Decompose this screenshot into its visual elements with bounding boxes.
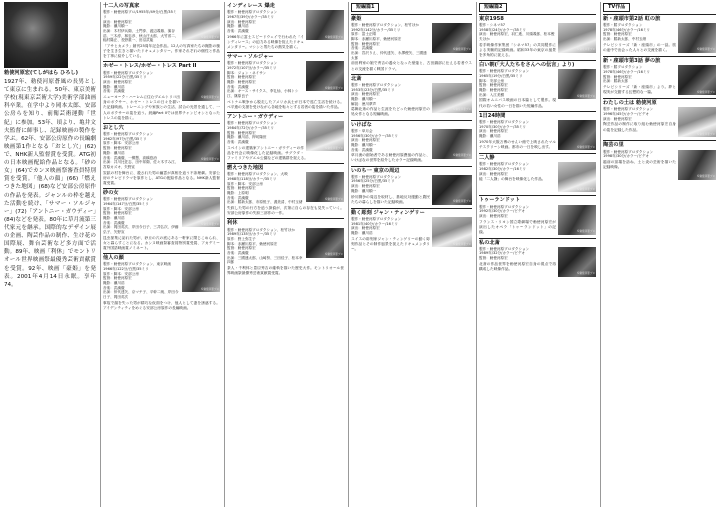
film-credits: 製作・勅使河原プロダクション、大映 1968年/118分/カラー/35ミリ 原作・脚本：安部公房 監督：勅使河原宏 撮影：上原明 音楽：武満徹 出演：勝新太郎、市原悦子、渥美清、中村玉緒 (227, 172, 303, 205)
film-still-image (558, 205, 596, 235)
film-entry (227, 112, 344, 161)
film-synopsis: 炭鉱の村を舞台に、殺された男の幽霊が真相を追う不条理劇。安部公房のテレビドラマを原作とし、ATGの配給作品となる。NHK新人監督賞受賞。 (103, 170, 220, 185)
photo-credit: ©勅使河原プロ (576, 48, 595, 52)
photo-credit: ©勅使河原プロ (576, 272, 595, 276)
film-still-image (306, 61, 344, 91)
film-synopsis: 1966年に富士スピードウェイで行われた「インディレース」の迫力ある映像を捉えたドキュメンタリー。マシンと男たちの熱気を描く。 (227, 34, 304, 49)
film-credits: 製作・勅使河原プロダクション 1981年/40分/カラー/16ミリ 演出：勅使河原宏 撮影：瀬川浩 (351, 217, 402, 236)
film-title: いのち一 東京の周辺 (351, 167, 400, 174)
film-title: 私の北斎 (479, 239, 500, 246)
photo-credit: ©勅使河原プロ (200, 222, 219, 226)
film-still-image (182, 10, 220, 40)
film-synopsis: 砂川闘争の周辺を取材し、基地反対運動と農民たちの暮らしを描いた記録映画。 (351, 194, 430, 204)
film-synopsis: テレビシリーズ「新・座頭市」の一話。旅の途中で出会った人々との交流を描く。 (603, 42, 676, 52)
section-header: 短編篇1 (351, 3, 379, 12)
photo-credit: ©勅使河原プロ (324, 35, 343, 39)
column-2 (100, 2, 222, 507)
film-title: インディレース 爆走 (227, 3, 275, 9)
film-credits: 製作・勅使河原プロダクション、松竹ほか 1989年/135分/カラー/35ミリ 原作：野上弥生子 脚本：赤瀬川原平、勅使河原宏 監督：勅使河原宏 音楽：武満徹 出演：三國連太郎、山崎努、三田佳子、松本幸四郎 (227, 227, 303, 265)
film-entry (479, 153, 596, 193)
film-title: サマー・ソルジャー (227, 54, 274, 61)
film-synopsis: フランス・リヨン国立歌劇場で勅使河原宏が演出したオペラ「トゥーランドット」の記録。 (479, 219, 556, 234)
film-title: 陶芸の里 (603, 142, 624, 149)
film-entry (351, 74, 472, 118)
film-credits: 製作・勅使河原プロダクション 1965年/19分/白黒/35ミリ 脚本：安部公房 監督：勅使河原宏 撮影：勅使河原宏 出演：入江美樹 (479, 69, 530, 97)
column-bio (2, 2, 98, 507)
film-title: 十二人の写真家 (103, 3, 140, 9)
film-credits: 製作・草月会 1956年/30分/カラー/35ミリ 演出：勅使河原宏 撮影：瀬川順一 音楽：武満徹 (351, 128, 399, 152)
film-title: アントニー・ガウディー (227, 114, 284, 121)
film-synopsis: スペインの建築家アントニー・ガウディーの作品を丹念に映像化した記録映画。サグラダ・ファミリアやグエル公園などの建築群を捉える。 (227, 145, 308, 160)
film-credits: 製作・勅使河原プロダクション 1972年/107分/カラー/35ミリ 脚本：ジョン・ネイサン 監督：勅使河原宏 撮影：勅使河原宏 音楽：武満徹 出演：キース・サイクス、李礼仙、小林トシ江、篠原良子 (227, 61, 299, 99)
film-entry (227, 52, 344, 110)
film-credits: 製作・勅使河原プロダクション 1992年/30分/カラー/ビデオ 演出：勅使河原宏 (479, 204, 530, 218)
film-entry (351, 208, 472, 252)
film-title: 東京1958 (479, 15, 504, 22)
film-entry (103, 61, 220, 120)
film-credits: 製作・勝プロダクション 1978年/46分/カラー/16ミリ 監督：勅使河原宏 出演：勝新太郎、中村玉緒 (603, 22, 651, 41)
bio-name: 勅使河原宏(てしがはら ひろし) (4, 70, 78, 76)
film-synopsis: 越前の窯場を訪ね、土と炎の芸術を描いた記録映像。 (603, 160, 676, 170)
film-entry (603, 56, 716, 96)
photo-credit: ©勅使河原プロ (324, 146, 343, 150)
film-synopsis: テレビシリーズ「新・座頭市」より。夢と現実が交錯する幻想的な一篇。 (603, 84, 676, 95)
film-credits: 製作・シネマ57 1958年/24分/カラー/35ミリ 演出：勅使河原宏、羽仁進、川頭義郎、松本俊夫ほか (479, 22, 555, 41)
photo-credit: ©勅使河原プロ (324, 86, 343, 90)
film-entry (103, 123, 220, 186)
photo-credit: ©勅使河原プロ (696, 48, 715, 52)
film-credits: 製作・勝プロダクション 1978年/46分/カラー/16ミリ 監督：勅使河原宏 出演：勝新太郎 (603, 65, 651, 84)
film-credits: 製作・勅使河原プロダクション 1989年/32分/カラー/ビデオ 監督：勅使河原宏 (479, 246, 530, 261)
film-entry (227, 163, 344, 216)
director-portrait (4, 2, 68, 68)
film-entry (351, 120, 472, 164)
film-still-image (306, 10, 344, 40)
film-title: 他人の顔 (103, 255, 124, 262)
film-synopsis: 陶芸作品の制作に取り組む勅使河原宏自身の姿を記録した作品。 (603, 122, 676, 132)
film-title: 豪姫 (351, 15, 362, 22)
film-credits: 製作・勅使河原プロダクション 1998年/30分/カラー/ビデオ (603, 149, 654, 159)
column-3 (224, 2, 346, 507)
film-title: 1日24時間 (479, 112, 506, 119)
film-synopsis: スイスの彫刻家ジャン・ティンゲリーの動く彫刻作品とその制作風景を捉えたドキュメンタリー。 (351, 236, 430, 252)
film-still-image (432, 83, 472, 113)
film-entry (103, 188, 220, 251)
photo-credit: ©勅使河原プロ (200, 35, 219, 39)
photo-credit: ©勅使河原プロ (200, 96, 219, 100)
film-credits: 製作・勅使河原プロダクション 1964年/147分/白黒/35ミリ 原作・脚本：安部公房 監督：勅使河原宏 撮影：瀬川浩 音楽：武満徹 出演：岡田英次、岸田今日子、三井弘次、伊藤弘子、矢野宣 (103, 197, 179, 234)
photo-credit: ©勅使河原プロ (576, 145, 595, 149)
film-synopsis: ニューヨーク・ハーレムに住むプエルトリコ出身のボクサー、ホゼー・トレスの日々を描いた記録映画。トレーニングや家族との生活、試合の光景を通して、一人のボクサーの姿を追う。続編Part IIでは世界チャンピオンとなったトレスの姿を描く。 (103, 95, 220, 120)
film-entry (479, 60, 596, 109)
film-credits: 製作・勅使河原プロダクション 1962年/97分/白黒/35ミリ 原作・脚本：安部公房 監督：勅使河原宏 撮影：瀬川浩 音楽：武満徹、一柳慧、高橋悠治 出演：井川比佐志、田中邦衛、佐々木すみ江、宮原カズオ、矢野宣 (103, 132, 179, 169)
film-synopsis: 草月流の創始者である勅使河原蒼風の作品と、いけばなの世界を紹介したカラー記録映画。 (351, 153, 430, 163)
film-title: 白い朝(「大人たちをさんへの伝言」より) (479, 62, 575, 69)
film-synopsis: 前田利家の娘で秀吉の養女となった豪姫と、古田織部に仕える若者ウスとの交流を描く戦国ドラマ。 (351, 61, 472, 71)
film-still-image (558, 69, 596, 99)
film-credits: 製作・勅使河原プロダクション 1982年/30分/カラー/16ミリ 演出：勅使河原宏 (479, 162, 530, 176)
photo-credit: ©勅使河原プロ (452, 200, 471, 204)
photo-credit: ©勅使河原プロ (452, 242, 471, 246)
film-still-image (182, 71, 220, 101)
film-title: 二人静 (479, 155, 495, 162)
photo-credit: ©勅使河原プロ (324, 253, 343, 257)
film-credits: 製作・勅使河原プロダクション 1984年/72分/カラー/35ミリ 監督：勅使河原宏 撮影：瀬川浩、押切隆世 音楽：武満徹 (227, 121, 278, 144)
photo-credit: ©勅使河原プロ (696, 132, 715, 136)
film-synopsis: ベトナム戦争から脱走したアメリカ兵士が日本で逃亡生活を続ける。ベ平連の支援を受けながら各地を転々とする若者の姿を描いた作品。 (227, 99, 344, 109)
film-credits: 製作・勅使河原プロダクション 1953年/23分/白黒/35ミリ 演出：勅使河原宏 撮影：瀬川順一 解説：徳川夢声 (351, 82, 402, 106)
film-still-image (306, 121, 344, 151)
film-entry (103, 253, 220, 311)
film-still-image (432, 175, 472, 205)
film-still-image (432, 129, 472, 159)
film-entry (227, 2, 344, 50)
film-still-image (432, 23, 472, 53)
film-credits: 製作・勅使河原プロダクション 1996年/45分/カラー/ビデオ 演出：勅使河原宏 (603, 107, 654, 121)
film-title: 砂の女 (103, 190, 119, 197)
film-entry (103, 2, 220, 59)
column-6 (600, 2, 718, 507)
film-synopsis: 若手映像作家集団「シネマ57」の共同製作による実験的記録映画。昭和33年の東京の風景を多角的に捉える。 (479, 42, 556, 58)
film-entry (351, 166, 472, 206)
film-synopsis: 能「二人静」の舞台を映像化した作品。 (479, 177, 546, 182)
film-synopsis: 国際オムニバス映画の日本篇として製作。現代の若い女性の一日を描いた短編作品。 (479, 98, 556, 108)
film-still-image (558, 162, 596, 192)
film-title: トゥーランドット (479, 197, 521, 204)
film-entry (479, 238, 596, 278)
photo-credit: ©勅使河原プロ (696, 90, 715, 94)
film-title: 北斎 (351, 75, 362, 82)
photo-credit: ©勅使河原プロ (576, 94, 595, 98)
film-synopsis: 事故で顔を失った男が精巧な仮面をつけ、他人として妻を誘惑する。アイデンティティをめぐる安部公房原作の長編映画。 (103, 300, 220, 310)
photo-credit: ©勅使河原プロ (452, 48, 471, 52)
section-header: TV作品 (603, 3, 630, 12)
film-synopsis: 昆虫採集に訪れた男が、砂丘の穴の底にある一軒家に閉じこめられ、女と暮らすことになる。カンヌ映画祭審査員特別賞受賞、アカデミー賞外国語映画賞ノミネート。 (103, 235, 220, 250)
film-synopsis: 1970年大阪万博のせんい館で上映されたマルチスクリーン映画。都市の一日を映し出す。 (479, 139, 556, 149)
film-synopsis: 茶人・千利休と豊臣秀吉の確執を描いた歴史大作。モントリオール世界映画祭最優秀芸術貢献賞受賞。 (227, 266, 344, 276)
film-still-image (558, 247, 596, 277)
film-still-image (182, 132, 220, 162)
film-title: いけばな (351, 121, 372, 128)
film-credits: 製作・勅使河原プロダクション 1959年/22分/白黒/35ミリ 演出：勅使河原宏 撮影：瀬川浩 音楽：武満徹 (103, 70, 154, 94)
film-title: 利休 (227, 220, 238, 227)
bio-text: 1927年、勅使河原蒼風の長男として東京に生まれる。50年、東京美術学校(現東京芸術大学)美術学部油画科卒業。在学中より岡本太郎、安部公房らを知り、前衛芸術運動「世紀」に参加。53年、頃より、亀井文夫監督に師事し、記録映画の製作を学ぶ。62年、安部公房原作の長編劇映画第1作となる「おとし穴」(62)で、NHK新人監督賞を受賞。ATG初の日本映画配給作品となる。「砂の女」(64)でカンヌ映画祭審査員特別賞を受賞。「他人の顔」(66)「燃えつきた地図」(68)など安部公房原作の作品を発表。ジャンルの枠を越えた活動を続け、「サマー・ソルジャー」(72)「アントニー・ガウディー」(84)などを発表。80年に草月流第三代家元を継承。国際的なデザイン展の企画、陶芸作品の制作、生け花の国際展、舞台芸術など多方面で活動。89年、映画「利休」でモントリオール世界映画祭最優秀芸術貢献賞を受賞。92年、映画「豪姫」を発表。2001年4月14日永眠。享年74。 (4, 79, 96, 288)
film-synopsis: 「アサヒカメラ」創刊25周年記念作品。12人の写真家たちの撮影の様子を生き生きと描いたドキュメンタリー。作家それぞれの個性と作品を丁寧に紹介している。 (103, 43, 220, 59)
film-entry (603, 140, 716, 180)
film-still-image (678, 23, 716, 53)
photo-credit: ©勅使河原プロ (696, 175, 715, 179)
column-5 (476, 2, 598, 507)
film-still-image (306, 172, 344, 202)
film-title: 新・座頭市第3話 夢の旅 (603, 57, 661, 64)
film-still-image (432, 217, 472, 247)
film-synopsis: 失踪した男の行方を追う探偵が、次第に自らの存在も見失っていく。安部公房原作の失踪三部作の一作。 (227, 206, 344, 216)
film-entry (479, 111, 596, 151)
film-entry (603, 14, 716, 54)
section-header: 短編篇2 (479, 3, 507, 12)
film-still-image (182, 262, 220, 292)
film-still-image (678, 107, 716, 137)
photo-credit: ©勅使河原プロ (324, 197, 343, 201)
film-title: おとし穴 (103, 124, 124, 131)
film-synopsis: 北斎の作品世界を勅使河原宏自身の視点で再構成した映像作品。 (479, 261, 556, 271)
film-credits: 製作・勅使河原プロ/1955年/49分/白黒/35ミリ 演出：勅使河原宏 撮影：瀬川順一 出演：木村伊兵衛、土門拳、渡辺義雄、濱谷浩、三木淳、林忠彦、秋山庄太郎、大竹省二、稲村隆正、長野重一、田沼武能 (103, 10, 179, 43)
film-title: わたしの土は 勅使河原 (603, 100, 657, 107)
film-entry (227, 218, 344, 276)
film-credits: 製作・勅使河原プロダクション 1967年/39分/カラー/35ミリ 演出：勅使河原宏 撮影：瀬川浩 音楽：武満徹 (227, 10, 278, 33)
film-title: 燃えつきた地図 (227, 165, 264, 172)
film-credits: 製作・勅使河原プロダクション 1956年/25分/白黒/35ミリ 演出：勅使河原宏 撮影：瀬川順一 (351, 174, 402, 193)
film-title: 動く彫刻 ジャン・ティンゲリー (351, 209, 425, 216)
film-credits: 製作・勅使河原プロダクション、東京映画 1966年/122分/白黒/35ミリ 原作・脚本：安部公房 監督：勅使河原宏 撮影：瀬川浩 音楽：武満徹 出演：仲代達矢、京マチ子、平幹二朗、岸田今日子、岡田英次 (103, 262, 179, 300)
film-entry (603, 98, 716, 138)
photo-credit: ©勅使河原プロ (200, 287, 219, 291)
film-title: 新・座頭市第2話 虹の旅 (603, 15, 661, 22)
film-still-image (558, 120, 596, 150)
film-synopsis: 葛飾北斎の作品と生涯をたどった勅使河原宏の処女作となる短編映画。 (351, 107, 430, 117)
film-credits: 製作・勅使河原プロダクション、松竹ほか 1992年/142分/カラー/35ミリ 原作：富士正晴 脚本：赤瀬川原平、勅使河原宏 監督：勅使河原宏 音楽：武満徹 出演：宮沢りえ、仲代達矢、永澤俊矢、三國連太郎 (351, 22, 427, 60)
column-4 (348, 2, 474, 507)
photo-credit: ©勅使河原プロ (452, 154, 471, 158)
film-still-image (306, 228, 344, 258)
film-still-image (558, 23, 596, 53)
film-entry (351, 14, 472, 72)
film-still-image (678, 150, 716, 180)
film-title: ホゼー・トレス/ホゼー・トレス Part II (103, 63, 197, 70)
film-entry (479, 14, 596, 58)
film-still-image (678, 65, 716, 95)
film-credits: 製作・勅使河原プロダクション 1970年/30分/カラー/35ミリ 演出：勅使河原宏 撮影：瀬川浩 (479, 120, 530, 139)
photo-credit: ©勅使河原プロ (200, 157, 219, 161)
photo-credit: ©勅使河原プロ (576, 230, 595, 233)
photo-credit: ©勅使河原プロ (576, 187, 595, 191)
film-still-image (182, 197, 220, 227)
film-entry (479, 195, 596, 235)
photo-credit: ©勅使河原プロ (452, 108, 471, 112)
